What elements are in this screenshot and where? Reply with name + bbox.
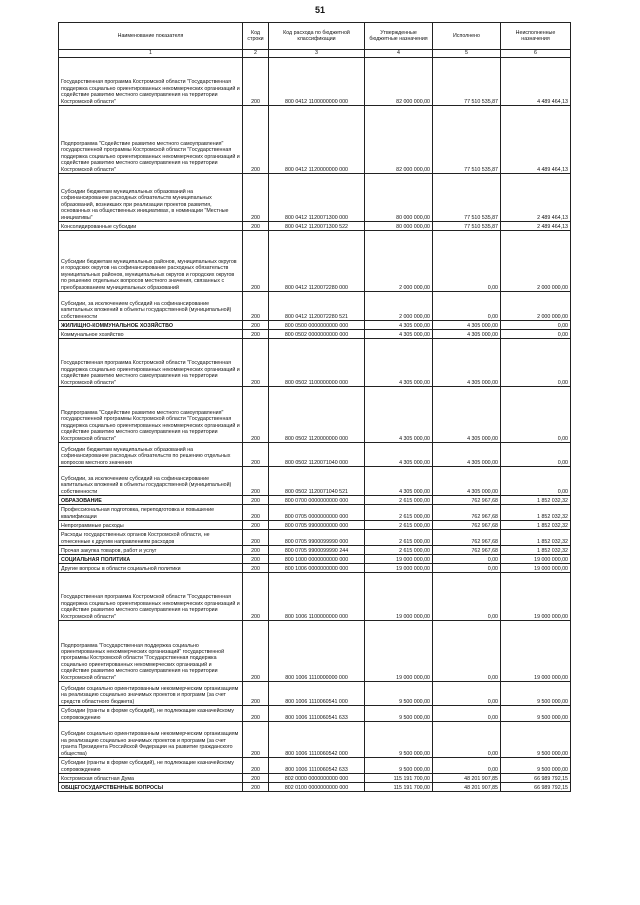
row-line-code: 200 xyxy=(243,339,269,387)
row-expense-code: 800 0705 9900099990 244 xyxy=(269,546,365,555)
row-executed: 4 305 000,00 xyxy=(433,467,501,496)
table-row xyxy=(59,682,571,706)
row-name: Субсидии, за исключением субсидий на софинансирование капитальных вложений в объекты государственной (муниципальной) собственности xyxy=(59,467,243,496)
row-approved: 2 615 000,00 xyxy=(365,505,433,521)
table-row xyxy=(59,174,571,222)
row-name: Костромская областная Дума xyxy=(59,774,243,783)
row-unexecuted: 19 000 000,00 xyxy=(501,621,571,682)
row-executed: 77 510 535,87 xyxy=(433,222,501,231)
table-row xyxy=(59,443,571,467)
row-unexecuted: 66 989 792,15 xyxy=(501,774,571,783)
row-unexecuted: 1 852 032,32 xyxy=(501,521,571,530)
row-approved: 19 000 000,00 xyxy=(365,573,433,621)
row-expense-code: 800 0412 1120071300 522 xyxy=(269,222,365,231)
header-unexecuted: Неисполненные назначения xyxy=(501,23,571,50)
table-row xyxy=(59,387,571,443)
row-unexecuted: 19 000 000,00 xyxy=(501,573,571,621)
row-executed: 48 201 907,85 xyxy=(433,783,501,792)
row-executed: 4 305 000,00 xyxy=(433,443,501,467)
row-approved: 9 500 000,00 xyxy=(365,758,433,774)
row-name: Государственная программа Костромской области "Государственная поддержка социально ориентированных некоммерческих организаций и содействие развитию местного самоуправления на территории Костромской области" xyxy=(59,573,243,621)
row-unexecuted: 0,00 xyxy=(501,339,571,387)
row-executed: 4 305 000,00 xyxy=(433,387,501,443)
table-row xyxy=(59,292,571,321)
row-expense-code: 800 0502 0000000000 000 xyxy=(269,330,365,339)
row-executed: 0,00 xyxy=(433,722,501,758)
row-name: Непрограммные расходы xyxy=(59,521,243,530)
row-expense-code: 800 0412 1120072280 000 xyxy=(269,231,365,292)
table-row xyxy=(59,106,571,174)
row-line-code: 200 xyxy=(243,387,269,443)
row-approved: 19 000 000,00 xyxy=(365,621,433,682)
row-approved: 115 191 700,00 xyxy=(365,774,433,783)
row-name: ОБЩЕГОСУДАРСТВЕННЫЕ ВОПРОСЫ xyxy=(59,783,243,792)
row-unexecuted: 1 852 032,32 xyxy=(501,530,571,546)
row-name: Профессиональная подготовка, переподготовка и повышение квалификации xyxy=(59,505,243,521)
row-name: Государственная программа Костромской области "Государственная поддержка социально ориентированных некоммерческих организаций и содействие развитию местного самоуправления на территории Костромской области" xyxy=(59,339,243,387)
header-line-code: Код строки xyxy=(243,23,269,50)
row-unexecuted: 0,00 xyxy=(501,387,571,443)
header-row xyxy=(59,23,571,50)
row-expense-code: 800 1006 1110060541 000 xyxy=(269,682,365,706)
row-approved: 80 000 000,00 xyxy=(365,222,433,231)
row-approved: 9 500 000,00 xyxy=(365,706,433,722)
row-line-code: 200 xyxy=(243,706,269,722)
row-unexecuted: 2 000 000,00 xyxy=(501,231,571,292)
row-line-code: 200 xyxy=(243,555,269,564)
table-row xyxy=(59,496,571,505)
row-expense-code: 800 1006 1110060542 633 xyxy=(269,758,365,774)
row-unexecuted: 9 500 000,00 xyxy=(501,706,571,722)
table-row xyxy=(59,467,571,496)
row-approved: 4 305 000,00 xyxy=(365,321,433,330)
row-approved: 115 191 700,00 xyxy=(365,783,433,792)
row-executed: 4 305 000,00 xyxy=(433,321,501,330)
row-approved: 4 305 000,00 xyxy=(365,387,433,443)
row-line-code: 200 xyxy=(243,467,269,496)
row-name: Коммунальное хозяйство xyxy=(59,330,243,339)
row-approved: 9 500 000,00 xyxy=(365,682,433,706)
table-row xyxy=(59,621,571,682)
row-line-code: 200 xyxy=(243,231,269,292)
row-name: Подпрограмма "Содействие развитию местного самоуправления" государственной программы Костромской области "Государственная поддержка социально ориентированных некоммерческих организаций и содействие развитию местного самоуправления на территории Костромской области" xyxy=(59,106,243,174)
row-expense-code: 800 1006 1110060542 000 xyxy=(269,722,365,758)
page-number: 51 xyxy=(314,5,325,15)
row-executed: 0,00 xyxy=(433,292,501,321)
row-unexecuted: 19 000 000,00 xyxy=(501,564,571,573)
row-executed: 4 305 000,00 xyxy=(433,330,501,339)
table-row xyxy=(59,530,571,546)
row-line-code: 200 xyxy=(243,573,269,621)
row-expense-code: 800 0705 9900000000 000 xyxy=(269,521,365,530)
table-row xyxy=(59,555,571,564)
row-executed: 77 510 535,87 xyxy=(433,58,501,106)
header-executed: Исполнено xyxy=(433,23,501,50)
row-unexecuted: 0,00 xyxy=(501,330,571,339)
row-name: ЖИЛИЩНО-КОММУНАЛЬНОЕ ХОЗЯЙСТВО xyxy=(59,321,243,330)
row-name: Субсидии, за исключением субсидий на софинансирование капитальных вложений в объекты государственной (муниципальной) собственности xyxy=(59,292,243,321)
table-row xyxy=(59,339,571,387)
row-unexecuted: 4 489 464,13 xyxy=(501,58,571,106)
table-row xyxy=(59,505,571,521)
row-approved: 19 000 000,00 xyxy=(365,555,433,564)
row-line-code: 200 xyxy=(243,330,269,339)
column-number: 5 xyxy=(433,50,501,58)
row-approved: 2 615 000,00 xyxy=(365,546,433,555)
table-row xyxy=(59,783,571,792)
row-executed: 762 967,68 xyxy=(433,530,501,546)
table-row xyxy=(59,722,571,758)
budget-execution-table xyxy=(58,22,571,792)
row-line-code: 200 xyxy=(243,443,269,467)
row-expense-code: 800 1000 0000000000 000 xyxy=(269,555,365,564)
row-expense-code: 800 1006 0000000000 000 xyxy=(269,564,365,573)
row-line-code: 200 xyxy=(243,521,269,530)
row-name: Расходы государственных органов Костромской области, не отнесенные к другим направлениям расходов xyxy=(59,530,243,546)
row-approved: 2 615 000,00 xyxy=(365,496,433,505)
row-expense-code: 800 0500 0000000000 000 xyxy=(269,321,365,330)
header-expense-code: Код расхода по бюджетной классификации xyxy=(269,23,365,50)
row-line-code: 200 xyxy=(243,722,269,758)
row-executed: 48 201 907,85 xyxy=(433,774,501,783)
table-row xyxy=(59,58,571,106)
table-row xyxy=(59,321,571,330)
row-approved: 4 305 000,00 xyxy=(365,467,433,496)
row-executed: 762 967,68 xyxy=(433,505,501,521)
row-name: Прочая закупка товаров, работ и услуг xyxy=(59,546,243,555)
row-expense-code: 800 1006 1110000000 000 xyxy=(269,621,365,682)
row-executed: 0,00 xyxy=(433,231,501,292)
row-approved: 4 305 000,00 xyxy=(365,339,433,387)
row-approved: 82 000 000,00 xyxy=(365,58,433,106)
table-row xyxy=(59,231,571,292)
table-row xyxy=(59,546,571,555)
row-expense-code: 800 0412 1120000000 000 xyxy=(269,106,365,174)
row-name: Субсидии бюджетам муниципальных образований на софинансирование расходных обязательств муниципальных образований, возникших при реализации проектов развития, основанных на общественных инициативах, в номинации "Местные инициативы" xyxy=(59,174,243,222)
row-executed: 0,00 xyxy=(433,564,501,573)
row-line-code: 200 xyxy=(243,174,269,222)
row-name: Субсидии социально ориентированным некоммерческим организациям на реализацию социально значимых проектов и программ (за счет гранта Президента Российской Федерации на развитие гражданского общества) xyxy=(59,722,243,758)
row-expense-code: 800 1006 1110060541 633 xyxy=(269,706,365,722)
row-executed: 0,00 xyxy=(433,621,501,682)
row-line-code: 200 xyxy=(243,530,269,546)
row-line-code: 200 xyxy=(243,292,269,321)
row-unexecuted: 4 489 464,13 xyxy=(501,106,571,174)
table-row xyxy=(59,564,571,573)
row-executed: 0,00 xyxy=(433,706,501,722)
row-approved: 80 000 000,00 xyxy=(365,174,433,222)
row-unexecuted: 2 489 464,13 xyxy=(501,222,571,231)
row-executed: 0,00 xyxy=(433,758,501,774)
header-approved: Утвержденные бюджетные назначения xyxy=(365,23,433,50)
row-unexecuted: 1 852 032,32 xyxy=(501,496,571,505)
row-line-code: 200 xyxy=(243,496,269,505)
row-name: Консолидированные субсидии xyxy=(59,222,243,231)
row-expense-code: 800 0705 9900099990 000 xyxy=(269,530,365,546)
row-expense-code: 800 0502 1120000000 000 xyxy=(269,387,365,443)
row-unexecuted: 19 000 000,00 xyxy=(501,555,571,564)
row-approved: 2 615 000,00 xyxy=(365,521,433,530)
row-name: Субсидии бюджетам муниципальных образований на софинансирование расходных обязательств по решению отдельных вопросов местного значения xyxy=(59,443,243,467)
row-name: СОЦИАЛЬНАЯ ПОЛИТИКА xyxy=(59,555,243,564)
row-line-code: 200 xyxy=(243,774,269,783)
row-approved: 4 305 000,00 xyxy=(365,443,433,467)
row-unexecuted: 66 989 792,15 xyxy=(501,783,571,792)
row-executed: 77 510 535,87 xyxy=(433,106,501,174)
row-expense-code: 800 0705 0000000000 000 xyxy=(269,505,365,521)
row-expense-code: 800 0502 1100000000 000 xyxy=(269,339,365,387)
row-name: Государственная программа Костромской области "Государственная поддержка социально ориентированных некоммерческих организаций и содействие развитию местного самоуправления на территории Костромской области" xyxy=(59,58,243,106)
row-unexecuted: 1 852 032,32 xyxy=(501,546,571,555)
row-expense-code: 800 0700 0000000000 000 xyxy=(269,496,365,505)
row-name: Субсидии (гранты в форме субсидий), не подлежащие казначейскому сопровождению xyxy=(59,706,243,722)
row-unexecuted: 0,00 xyxy=(501,443,571,467)
row-expense-code: 800 0412 1120071300 000 xyxy=(269,174,365,222)
table-row xyxy=(59,573,571,621)
row-approved: 9 500 000,00 xyxy=(365,722,433,758)
row-line-code: 200 xyxy=(243,682,269,706)
row-executed: 762 967,68 xyxy=(433,546,501,555)
row-expense-code: 800 0502 1120071040 521 xyxy=(269,467,365,496)
row-expense-code: 800 1006 1100000000 000 xyxy=(269,573,365,621)
row-name: Субсидии бюджетам муниципальных районов, муниципальных округов и городских округов на софинансирование расходных обязательств муниципальных районов, муниципальных округов и городских округов по решению отдельных вопросов местного значения, связанных с преобразованием муниципальных образований xyxy=(59,231,243,292)
row-expense-code: 800 0412 1120072280 521 xyxy=(269,292,365,321)
row-unexecuted: 9 500 000,00 xyxy=(501,682,571,706)
row-line-code: 200 xyxy=(243,621,269,682)
row-unexecuted: 2 489 464,13 xyxy=(501,174,571,222)
row-expense-code: 800 0502 1120071040 000 xyxy=(269,443,365,467)
column-number: 3 xyxy=(269,50,365,58)
row-line-code: 200 xyxy=(243,321,269,330)
row-approved: 82 000 000,00 xyxy=(365,106,433,174)
table-row xyxy=(59,706,571,722)
row-executed: 0,00 xyxy=(433,682,501,706)
column-number: 2 xyxy=(243,50,269,58)
row-line-code: 200 xyxy=(243,758,269,774)
row-line-code: 200 xyxy=(243,546,269,555)
row-executed: 4 305 000,00 xyxy=(433,339,501,387)
column-number: 4 xyxy=(365,50,433,58)
table-body xyxy=(59,58,571,792)
row-name: ОБРАЗОВАНИЕ xyxy=(59,496,243,505)
row-line-code: 200 xyxy=(243,783,269,792)
row-unexecuted: 0,00 xyxy=(501,467,571,496)
row-name: Другие вопросы в области социальной политики xyxy=(59,564,243,573)
column-number: 1 xyxy=(59,50,243,58)
row-name: Подпрограмма "Государственная поддержка социально ориентированных некоммерческих организаций" государственной программы Костромской области "Государственная поддержка социально ориентированных некоммерческих организаций и содействие развитию местного самоуправления на территории Костромской области" xyxy=(59,621,243,682)
row-approved: 2 000 000,00 xyxy=(365,292,433,321)
row-approved: 4 305 000,00 xyxy=(365,330,433,339)
row-approved: 2 615 000,00 xyxy=(365,530,433,546)
row-executed: 0,00 xyxy=(433,573,501,621)
row-unexecuted: 1 852 032,32 xyxy=(501,505,571,521)
row-executed: 762 967,68 xyxy=(433,521,501,530)
row-unexecuted: 9 500 000,00 xyxy=(501,722,571,758)
table-row xyxy=(59,758,571,774)
row-unexecuted: 2 000 000,00 xyxy=(501,292,571,321)
row-executed: 0,00 xyxy=(433,555,501,564)
row-line-code: 200 xyxy=(243,222,269,231)
row-approved: 2 000 000,00 xyxy=(365,231,433,292)
row-expense-code: 800 0412 1100000000 000 xyxy=(269,58,365,106)
row-executed: 762 967,68 xyxy=(433,496,501,505)
table-row xyxy=(59,521,571,530)
row-name: Подпрограмма "Содействие развитию местного самоуправления" государственной программы Костромской области "Государственная поддержка социально ориентированных некоммерческих организаций и содействие развитию местного самоуправления на территории Костромской области" xyxy=(59,387,243,443)
row-name: Субсидии (гранты в форме субсидий), не подлежащие казначейскому сопровождению xyxy=(59,758,243,774)
column-number-row xyxy=(59,50,571,58)
header-indicator-name: Наименование показателя xyxy=(59,23,243,50)
row-line-code: 200 xyxy=(243,106,269,174)
row-approved: 19 000 000,00 xyxy=(365,564,433,573)
row-unexecuted: 0,00 xyxy=(501,321,571,330)
table-row xyxy=(59,222,571,231)
row-name: Субсидии социально ориентированным некоммерческим организациям на реализацию социально значимых проектов и программ (за счет средств областного бюджета) xyxy=(59,682,243,706)
table-row xyxy=(59,774,571,783)
row-line-code: 200 xyxy=(243,58,269,106)
column-number: 6 xyxy=(501,50,571,58)
row-expense-code: 802 0100 0000000000 000 xyxy=(269,783,365,792)
row-unexecuted: 9 500 000,00 xyxy=(501,758,571,774)
row-expense-code: 802 0000 0000000000 000 xyxy=(269,774,365,783)
table-row xyxy=(59,330,571,339)
row-executed: 77 510 535,87 xyxy=(433,174,501,222)
row-line-code: 200 xyxy=(243,564,269,573)
row-line-code: 200 xyxy=(243,505,269,521)
